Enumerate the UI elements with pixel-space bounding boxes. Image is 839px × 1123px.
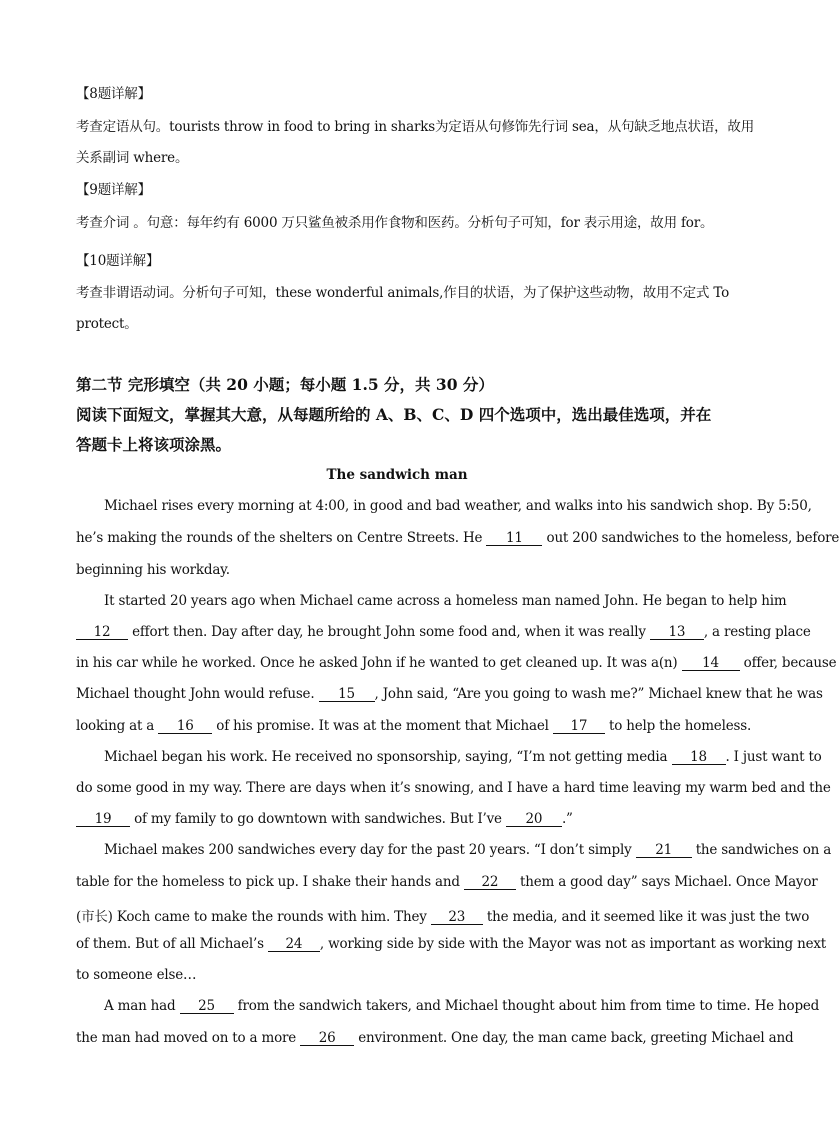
passage-line: of them. But of all Michael’s 24 , working side by side with the Mayor was not as important as working next <box>76 936 827 952</box>
blank-21[interactable]: 21 <box>636 843 692 858</box>
blank-11[interactable]: 11 <box>486 531 542 546</box>
passage-line: beginning his workday. <box>76 562 230 578</box>
passage-line: It started 20 years ago when Michael came across a homeless man named John. He began to help him <box>104 593 787 609</box>
section-instruction-line-1: 阅读下面短文，掌握其大意，从每题所给的 A、B、C、D 四个选项中，选出最佳选项，并在 <box>76 405 712 424</box>
passage-line: (市长) Koch came to make the rounds with him. They 23 the media, and it seemed like it was just the two <box>76 909 810 925</box>
blank-19[interactable]: 19 <box>76 812 130 827</box>
answer-10-line-2: protect。 <box>76 316 138 332</box>
answer-10-header: 【10题详解】 <box>76 253 160 269</box>
blank-24[interactable]: 24 <box>268 937 320 952</box>
passage-line: in his car while he worked. Once he asked John if he wanted to get cleaned up. It was a(n) 14 offer, because <box>76 655 837 671</box>
passage-title: The sandwich man <box>326 467 468 483</box>
passage-line: Michael began his work. He received no sponsorship, saying, “I’m not getting media 18 . I just want to <box>104 749 822 765</box>
blank-12[interactable]: 12 <box>76 625 128 640</box>
answer-8-line-1: 考查定语从句。tourists throw in food to bring in sharks为定语从句修饰先行词 sea，从句缺乏地点状语，故用 <box>76 119 755 135</box>
section-heading: 第二节 完形填空（共 20 小题；每小题 1.5 分，共 30 分） <box>76 375 494 394</box>
passage-line: looking at a 16 of his promise. It was at the moment that Michael 17 to help the homeless. <box>76 718 752 734</box>
blank-23[interactable]: 23 <box>431 910 483 925</box>
passage-line: Michael makes 200 sandwiches every day for the past 20 years. “I don’t simply 21 the sandwiches on a <box>104 842 832 858</box>
answer-8-line-2: 关系副词 where。 <box>76 150 189 166</box>
passage-line: 19 of my family to go downtown with sandwiches. But I’ve 20 .” <box>76 811 573 827</box>
blank-25[interactable]: 25 <box>180 999 234 1014</box>
blank-13[interactable]: 13 <box>650 625 704 640</box>
passage-line: A man had 25 from the sandwich takers, and Michael thought about him from time to time. He hoped <box>104 998 820 1014</box>
passage-line: do some good in my way. There are days when it’s snowing, and I have a hard time leaving my warm bed and the <box>76 780 831 796</box>
blank-15[interactable]: 15 <box>319 687 375 702</box>
answer-9-line-1: 考查介词 。句意：每年约有 6000 万只鲨鱼被杀用作食物和医药。分析句子可知，for 表示用途，故用 for。 <box>76 215 714 231</box>
blank-14[interactable]: 14 <box>682 656 740 671</box>
answer-10-line-1: 考查非谓语动词。分析句子可知，these wonderful animals,作目的状语，为了保护这些动物，故用不定式 To <box>76 285 730 301</box>
passage-line: 12 effort then. Day after day, he brought John some food and, when it was really 13 , a resting place <box>76 624 811 640</box>
section-instruction-line-2: 答题卡上将该项涂黑。 <box>76 435 232 454</box>
passage-line: he’s making the rounds of the shelters on Centre Streets. He 11 out 200 sandwiches to the homeless, before <box>76 530 839 546</box>
answer-9-header: 【9题详解】 <box>76 182 151 198</box>
passage-line: Michael thought John would refuse. 15 , John said, “Are you going to wash me?” Michael knew that he was <box>76 686 823 702</box>
blank-16[interactable]: 16 <box>158 719 212 734</box>
answer-8-header: 【8题详解】 <box>76 86 151 102</box>
blank-26[interactable]: 26 <box>300 1031 354 1046</box>
passage-line: Michael rises every morning at 4:00, in good and bad weather, and walks into his sandwich shop. By 5:50, <box>104 498 812 514</box>
blank-22[interactable]: 22 <box>464 875 516 890</box>
blank-17[interactable]: 17 <box>553 719 605 734</box>
passage-line: the man had moved on to a more 26 environment. One day, the man came back, greeting Michael and <box>76 1030 794 1046</box>
blank-18[interactable]: 18 <box>672 750 726 765</box>
blank-20[interactable]: 20 <box>506 812 562 827</box>
passage-line: table for the homeless to pick up. I shake their hands and 22 them a good day” says Michael. Once Mayor <box>76 874 818 890</box>
passage-line: to someone else… <box>76 967 197 983</box>
